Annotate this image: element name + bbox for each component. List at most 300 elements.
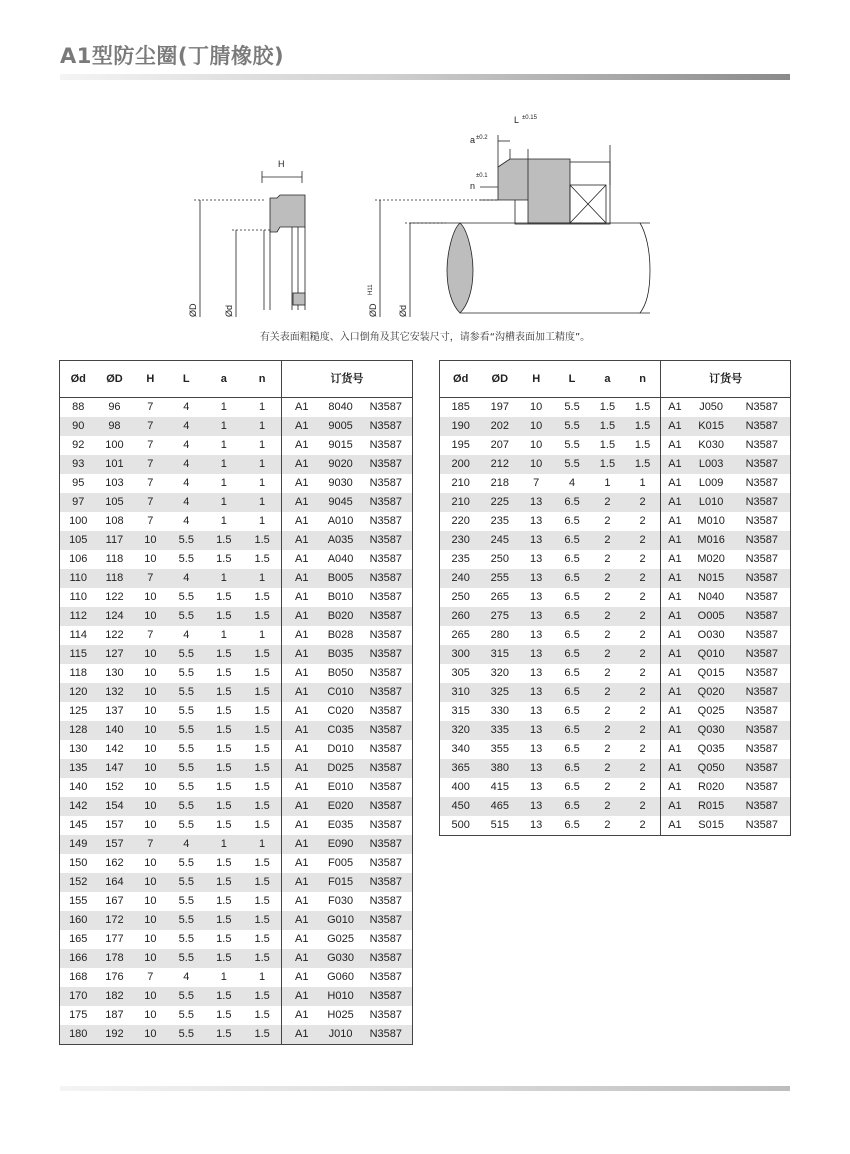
table-cell: N3587 bbox=[745, 629, 778, 641]
seal-assembly-right bbox=[375, 135, 650, 317]
table-cell: 93 bbox=[60, 455, 97, 474]
table-cell: 4 bbox=[183, 629, 190, 641]
table-row bbox=[60, 778, 413, 797]
table-cell: 13 bbox=[518, 721, 554, 740]
table-cell: R015 bbox=[689, 797, 734, 816]
table-cell: 340 bbox=[451, 743, 470, 755]
table-cell: 122 bbox=[105, 629, 124, 641]
table-cell: Q015 bbox=[697, 667, 725, 679]
table-row bbox=[440, 645, 791, 664]
table-cell: 13 bbox=[530, 553, 543, 565]
table-cell: 5.5 bbox=[168, 1025, 204, 1045]
table-cell: A1 bbox=[281, 968, 321, 987]
col-header-a: a bbox=[590, 361, 625, 398]
table-cell: Q035 bbox=[697, 743, 725, 755]
table-cell: 245 bbox=[481, 531, 518, 550]
table-cell: 7 bbox=[147, 477, 154, 489]
table-cell: A1 bbox=[661, 436, 689, 455]
table-cell: 5.5 bbox=[178, 553, 194, 565]
table-cell: O030 bbox=[697, 629, 725, 641]
dim-L-tolerance: ±0.15 bbox=[522, 115, 537, 121]
table-cell: 13 bbox=[530, 781, 543, 793]
table-cell: 100 bbox=[69, 515, 88, 527]
table-row bbox=[440, 531, 791, 550]
table-cell: 178 bbox=[96, 949, 132, 968]
table-cell: 1 bbox=[259, 439, 266, 451]
table-cell: 7 bbox=[147, 439, 154, 451]
table-cell: C010 bbox=[322, 683, 360, 702]
table-cell: 2 bbox=[639, 515, 646, 527]
table-cell: 1 bbox=[259, 515, 266, 527]
table-cell: 1.5 bbox=[254, 553, 270, 565]
table-cell: 2 bbox=[590, 721, 625, 740]
table-cell: 142 bbox=[105, 743, 124, 755]
table-cell: 2 bbox=[625, 759, 661, 778]
table-cell: 1.5 bbox=[590, 417, 625, 436]
table-cell: 2 bbox=[590, 645, 625, 664]
table-cell: 200 bbox=[440, 455, 482, 474]
table-cell: 1.5 bbox=[243, 911, 281, 930]
table-cell: A1 bbox=[661, 645, 689, 664]
table-cell: 100 bbox=[105, 439, 124, 451]
table-cell: 250 bbox=[490, 553, 509, 565]
table-row bbox=[60, 873, 413, 892]
col-header-od-d: Ød bbox=[440, 361, 482, 398]
table-cell: 160 bbox=[60, 911, 97, 930]
table-cell: 210 bbox=[440, 493, 482, 512]
table-cell: 315 bbox=[451, 705, 470, 717]
table-cell: 1.5 bbox=[243, 531, 281, 550]
table-cell: E020 bbox=[322, 797, 360, 816]
table-cell: A1 bbox=[281, 854, 321, 873]
table-cell: 1.5 bbox=[216, 667, 232, 679]
table-cell: 2 bbox=[604, 553, 611, 565]
table-cell: 157 bbox=[105, 819, 124, 831]
table-cell: H025 bbox=[327, 1009, 354, 1021]
table-cell: 92 bbox=[72, 439, 85, 451]
table-cell: 2 bbox=[625, 607, 661, 626]
table-cell: N3587 bbox=[360, 1025, 413, 1045]
table-cell: 1.5 bbox=[243, 873, 281, 892]
table-cell: N3587 bbox=[360, 873, 413, 892]
dim-a-tolerance: ±0.2 bbox=[476, 135, 488, 141]
table-cell: 4 bbox=[168, 569, 204, 588]
table-cell: 152 bbox=[60, 873, 97, 892]
table-cell: 157 bbox=[96, 835, 132, 854]
table-cell: 108 bbox=[105, 515, 124, 527]
table-cell: 105 bbox=[96, 493, 132, 512]
table-cell: 1 bbox=[220, 439, 227, 451]
table-cell: 220 bbox=[451, 515, 470, 527]
table-cell: 13 bbox=[518, 569, 554, 588]
table-cell: 6.5 bbox=[554, 721, 590, 740]
table-cell: 280 bbox=[490, 629, 509, 641]
table-row bbox=[60, 721, 413, 740]
table-cell: 235 bbox=[451, 553, 470, 565]
table-cell: N3587 bbox=[369, 1009, 402, 1021]
table-cell: 10 bbox=[144, 857, 157, 869]
table-cell: J010 bbox=[322, 1025, 360, 1045]
table-cell: B010 bbox=[327, 591, 354, 603]
table-cell: 2 bbox=[639, 553, 646, 565]
table-cell: 162 bbox=[105, 857, 124, 869]
table-cell: 2 bbox=[639, 629, 646, 641]
table-cell: 152 bbox=[105, 781, 124, 793]
table-cell: 1 bbox=[220, 971, 227, 983]
table-cell: 5.5 bbox=[168, 873, 204, 892]
table-cell: 6.5 bbox=[554, 569, 590, 588]
table-cell: 1.5 bbox=[243, 949, 281, 968]
table-cell: 1.5 bbox=[216, 743, 232, 755]
table-cell: L010 bbox=[689, 493, 734, 512]
table-cell: 1.5 bbox=[216, 553, 232, 565]
table-cell: A1 bbox=[281, 1025, 321, 1045]
table-cell: N3587 bbox=[369, 629, 402, 641]
table-cell: 1.5 bbox=[204, 949, 243, 968]
table-cell: 187 bbox=[105, 1009, 124, 1021]
table-cell: 7 bbox=[132, 835, 168, 854]
table-cell: 106 bbox=[69, 553, 88, 565]
dim-od-D-h11: ØD bbox=[368, 303, 378, 317]
table-cell: Q010 bbox=[689, 645, 734, 664]
table-cell: 1 bbox=[604, 477, 611, 489]
table-row bbox=[440, 436, 791, 455]
table-cell: 1.5 bbox=[634, 401, 651, 413]
table-cell: 1.5 bbox=[204, 531, 243, 550]
table-cell: 6.5 bbox=[554, 645, 590, 664]
table-cell: C020 bbox=[327, 705, 354, 717]
table-cell: O005 bbox=[689, 607, 734, 626]
table-cell: 2 bbox=[604, 591, 611, 603]
table-row bbox=[440, 512, 791, 531]
table-row bbox=[60, 569, 413, 588]
table-cell: 218 bbox=[490, 477, 509, 489]
table-cell: N3587 bbox=[745, 553, 778, 565]
table-cell: 7 bbox=[147, 515, 154, 527]
table-cell: 315 bbox=[481, 645, 518, 664]
table-cell: 10 bbox=[132, 683, 168, 702]
table-cell: A1 bbox=[281, 683, 321, 702]
table-cell: 207 bbox=[490, 439, 509, 451]
table-cell: 10 bbox=[144, 819, 157, 831]
table-cell: N3587 bbox=[369, 705, 402, 717]
table-cell: N3587 bbox=[745, 477, 778, 489]
table-cell: 2 bbox=[625, 569, 661, 588]
table-cell: 1 bbox=[204, 455, 243, 474]
table-cell: 5.5 bbox=[168, 531, 204, 550]
table-cell: 1 bbox=[243, 417, 281, 436]
table-cell: N3587 bbox=[734, 531, 791, 550]
table-row bbox=[60, 417, 413, 436]
table-cell: 235 bbox=[490, 515, 509, 527]
table-row bbox=[60, 797, 413, 816]
table-cell: 96 bbox=[108, 401, 121, 413]
table-cell: A1 bbox=[661, 664, 689, 683]
table-cell: 1.5 bbox=[254, 819, 270, 831]
table-cell: 13 bbox=[530, 629, 543, 641]
table-cell: M020 bbox=[697, 553, 725, 565]
table-cell: 7 bbox=[147, 401, 154, 413]
table-cell: 190 bbox=[440, 417, 482, 436]
table-cell: 10 bbox=[132, 721, 168, 740]
table-cell: A1 bbox=[661, 398, 689, 418]
table-cell: 1 bbox=[259, 629, 266, 641]
table-cell: 1.5 bbox=[243, 987, 281, 1006]
table-cell: 98 bbox=[96, 417, 132, 436]
table-cell: 1.5 bbox=[254, 857, 270, 869]
table-cell: B005 bbox=[322, 569, 360, 588]
table-cell: 10 bbox=[530, 401, 543, 413]
table-cell: Q030 bbox=[689, 721, 734, 740]
table-cell: 154 bbox=[96, 797, 132, 816]
table-row bbox=[440, 778, 791, 797]
table-cell: E010 bbox=[327, 781, 354, 793]
table-cell: F015 bbox=[322, 873, 360, 892]
col-header-od-d: Ød bbox=[60, 361, 97, 398]
table-cell: 1.5 bbox=[625, 455, 661, 474]
table-cell: A1 bbox=[661, 493, 689, 512]
table-cell: 4 bbox=[183, 971, 190, 983]
table-cell: N3587 bbox=[369, 933, 402, 945]
table-cell: 5.5 bbox=[178, 895, 194, 907]
table-cell: 175 bbox=[69, 1009, 88, 1021]
table-cell: R020 bbox=[697, 781, 725, 793]
table-cell: A1 bbox=[661, 588, 689, 607]
table-cell: N040 bbox=[697, 591, 725, 603]
table-cell: A1 bbox=[281, 816, 321, 835]
table-cell: N3587 bbox=[360, 759, 413, 778]
table-cell: 4 bbox=[183, 477, 190, 489]
col-header-H: H bbox=[518, 361, 554, 398]
table-cell: 1 bbox=[220, 401, 227, 413]
table-row bbox=[60, 436, 413, 455]
table-cell: A1 bbox=[661, 569, 689, 588]
page-title: A1型防尘圈(丁腈橡胶) bbox=[60, 44, 285, 68]
table-row bbox=[440, 759, 791, 778]
table-cell: D025 bbox=[322, 759, 360, 778]
table-cell: 172 bbox=[96, 911, 132, 930]
table-cell: 166 bbox=[60, 949, 97, 968]
table-cell: 13 bbox=[530, 819, 543, 831]
table-cell: 13 bbox=[518, 683, 554, 702]
installation-note: 有关表面粗糙度、入口倒角及其它安装尺寸，请参看“沟槽表面加工精度”。 bbox=[259, 332, 591, 343]
table-cell: N3587 bbox=[734, 417, 791, 436]
table-cell: 2 bbox=[639, 705, 646, 717]
table-cell: 1.5 bbox=[204, 911, 243, 930]
table-cell: A1 bbox=[661, 626, 689, 645]
table-cell: 2 bbox=[604, 743, 611, 755]
table-cell: 95 bbox=[72, 477, 85, 489]
table-cell: 10 bbox=[132, 987, 168, 1006]
table-row bbox=[440, 702, 791, 721]
table-cell: 5.5 bbox=[168, 797, 204, 816]
table-cell: 13 bbox=[530, 591, 543, 603]
table-cell: 1.5 bbox=[216, 1009, 232, 1021]
table-cell: N3587 bbox=[745, 705, 778, 717]
table-cell: 1.5 bbox=[204, 797, 243, 816]
table-cell: A1 bbox=[661, 531, 689, 550]
dim-n-tolerance: ±0.1 bbox=[476, 173, 488, 179]
table-cell: L003 bbox=[689, 455, 734, 474]
table-cell: 5.5 bbox=[168, 683, 204, 702]
table-cell: 1.5 bbox=[243, 721, 281, 740]
table-cell: 10 bbox=[132, 797, 168, 816]
title-underline bbox=[60, 74, 790, 80]
table-cell: N3587 bbox=[369, 857, 402, 869]
table-cell: 6.5 bbox=[564, 629, 580, 641]
table-cell: 2 bbox=[590, 607, 625, 626]
table-cell: 13 bbox=[518, 797, 554, 816]
table-cell: 1.5 bbox=[204, 645, 243, 664]
table-cell: 1.5 bbox=[204, 987, 243, 1006]
table-row bbox=[440, 816, 791, 836]
table-cell: N3587 bbox=[360, 987, 413, 1006]
table-cell: 1 bbox=[204, 569, 243, 588]
table-cell: A1 bbox=[281, 550, 321, 569]
table-cell: 365 bbox=[440, 759, 482, 778]
table-cell: 2 bbox=[639, 743, 646, 755]
table-cell: A1 bbox=[281, 436, 321, 455]
table-cell: A1 bbox=[661, 778, 689, 797]
table-cell: 1 bbox=[259, 401, 266, 413]
table-cell: 5.5 bbox=[168, 607, 204, 626]
table-cell: 118 bbox=[69, 667, 88, 679]
table-cell: 5.5 bbox=[168, 759, 204, 778]
table-cell: 5.5 bbox=[168, 645, 204, 664]
table-cell: 4 bbox=[568, 477, 576, 489]
table-cell: K030 bbox=[698, 439, 724, 451]
table-row bbox=[60, 626, 413, 645]
table-cell: 10 bbox=[518, 455, 554, 474]
table-cell: 2 bbox=[639, 591, 646, 603]
table-cell: 2 bbox=[639, 819, 646, 831]
table-cell: 2 bbox=[590, 569, 625, 588]
table-cell: 147 bbox=[96, 759, 132, 778]
seal-drawing bbox=[180, 105, 670, 325]
table-cell: 118 bbox=[105, 553, 124, 565]
table-cell: 1 bbox=[220, 515, 227, 527]
table-cell: A1 bbox=[281, 645, 321, 664]
table-cell: 2 bbox=[625, 645, 661, 664]
table-cell: N3587 bbox=[360, 607, 413, 626]
table-cell: N3587 bbox=[369, 819, 402, 831]
table-cell: C035 bbox=[322, 721, 360, 740]
table-cell: 5.5 bbox=[178, 667, 194, 679]
table-cell: 1.5 bbox=[254, 1009, 270, 1021]
col-header-a: a bbox=[204, 361, 243, 398]
table-cell: 1.5 bbox=[590, 455, 625, 474]
table-cell: 1.5 bbox=[216, 781, 232, 793]
table-cell: N3587 bbox=[734, 455, 791, 474]
table-row bbox=[440, 721, 791, 740]
table-cell: 2 bbox=[604, 515, 611, 527]
col-header-L: L bbox=[168, 361, 204, 398]
table-cell: N3587 bbox=[360, 949, 413, 968]
table-cell: N3587 bbox=[745, 591, 778, 603]
col-header-n: n bbox=[625, 361, 661, 398]
table-cell: 1.5 bbox=[216, 819, 232, 831]
table-cell: 6.5 bbox=[554, 759, 590, 778]
table-cell: A1 bbox=[281, 474, 321, 493]
table-cell: 6.5 bbox=[564, 667, 580, 679]
table-cell: J050 bbox=[699, 401, 724, 413]
table-cell: A1 bbox=[281, 987, 321, 1006]
spec-table-left bbox=[59, 360, 413, 1045]
table-cell: 192 bbox=[96, 1025, 132, 1045]
table-cell: A1 bbox=[661, 740, 689, 759]
table-row bbox=[440, 550, 791, 569]
table-cell: N3587 bbox=[369, 515, 402, 527]
table-cell: E090 bbox=[322, 835, 360, 854]
table-cell: A1 bbox=[281, 949, 321, 968]
table-cell: A1 bbox=[661, 702, 689, 721]
table-cell: 2 bbox=[625, 493, 661, 512]
table-cell: A1 bbox=[281, 702, 321, 721]
table-cell: 10 bbox=[132, 531, 168, 550]
table-cell: B050 bbox=[327, 667, 354, 679]
spec-table-right bbox=[439, 360, 791, 836]
table-cell: 10 bbox=[132, 607, 168, 626]
table-cell: A1 bbox=[281, 721, 321, 740]
table-cell: A1 bbox=[661, 607, 689, 626]
table-cell: A1 bbox=[281, 873, 321, 892]
table-cell: 2 bbox=[590, 531, 625, 550]
table-cell: 275 bbox=[481, 607, 518, 626]
table-cell: 1.5 bbox=[243, 797, 281, 816]
table-cell: 130 bbox=[69, 743, 88, 755]
table-cell: 10 bbox=[132, 949, 168, 968]
table-cell: G010 bbox=[322, 911, 360, 930]
table-cell: 13 bbox=[530, 705, 543, 717]
table-cell: 4 bbox=[168, 417, 204, 436]
table-cell: 7 bbox=[132, 493, 168, 512]
table-cell: 1.5 bbox=[634, 439, 651, 451]
table-cell: 305 bbox=[451, 667, 470, 679]
table-cell: A1 bbox=[281, 892, 321, 911]
table-cell: N3587 bbox=[745, 819, 778, 831]
table-cell: L009 bbox=[698, 477, 724, 489]
table-cell: 6.5 bbox=[554, 493, 590, 512]
table-cell: 330 bbox=[490, 705, 509, 717]
table-cell: 2 bbox=[590, 797, 625, 816]
table-cell: 149 bbox=[60, 835, 97, 854]
table-cell: 2 bbox=[604, 629, 611, 641]
table-cell: 2 bbox=[590, 493, 625, 512]
table-cell: N3587 bbox=[369, 553, 402, 565]
table-cell: 1.5 bbox=[254, 705, 270, 717]
table-cell: A1 bbox=[281, 778, 321, 797]
table-body-left bbox=[60, 398, 413, 1045]
table-cell: 7 bbox=[132, 417, 168, 436]
table-cell: Q050 bbox=[689, 759, 734, 778]
table-cell: 2 bbox=[625, 531, 661, 550]
table-cell: 88 bbox=[72, 401, 85, 413]
table-cell: 5.5 bbox=[168, 987, 204, 1006]
table-cell: G030 bbox=[322, 949, 360, 968]
table-cell: 10 bbox=[132, 911, 168, 930]
table-cell: 120 bbox=[60, 683, 97, 702]
table-cell: 5.5 bbox=[554, 455, 590, 474]
table-cell: 9005 bbox=[322, 417, 360, 436]
table-cell: Q025 bbox=[697, 705, 725, 717]
table-cell: 110 bbox=[69, 591, 88, 603]
table-cell: 10 bbox=[132, 645, 168, 664]
table-cell: 13 bbox=[518, 645, 554, 664]
table-cell: N3587 bbox=[369, 781, 402, 793]
table-cell: 1.5 bbox=[243, 683, 281, 702]
table-row bbox=[440, 493, 791, 512]
table-cell: 500 bbox=[451, 819, 470, 831]
